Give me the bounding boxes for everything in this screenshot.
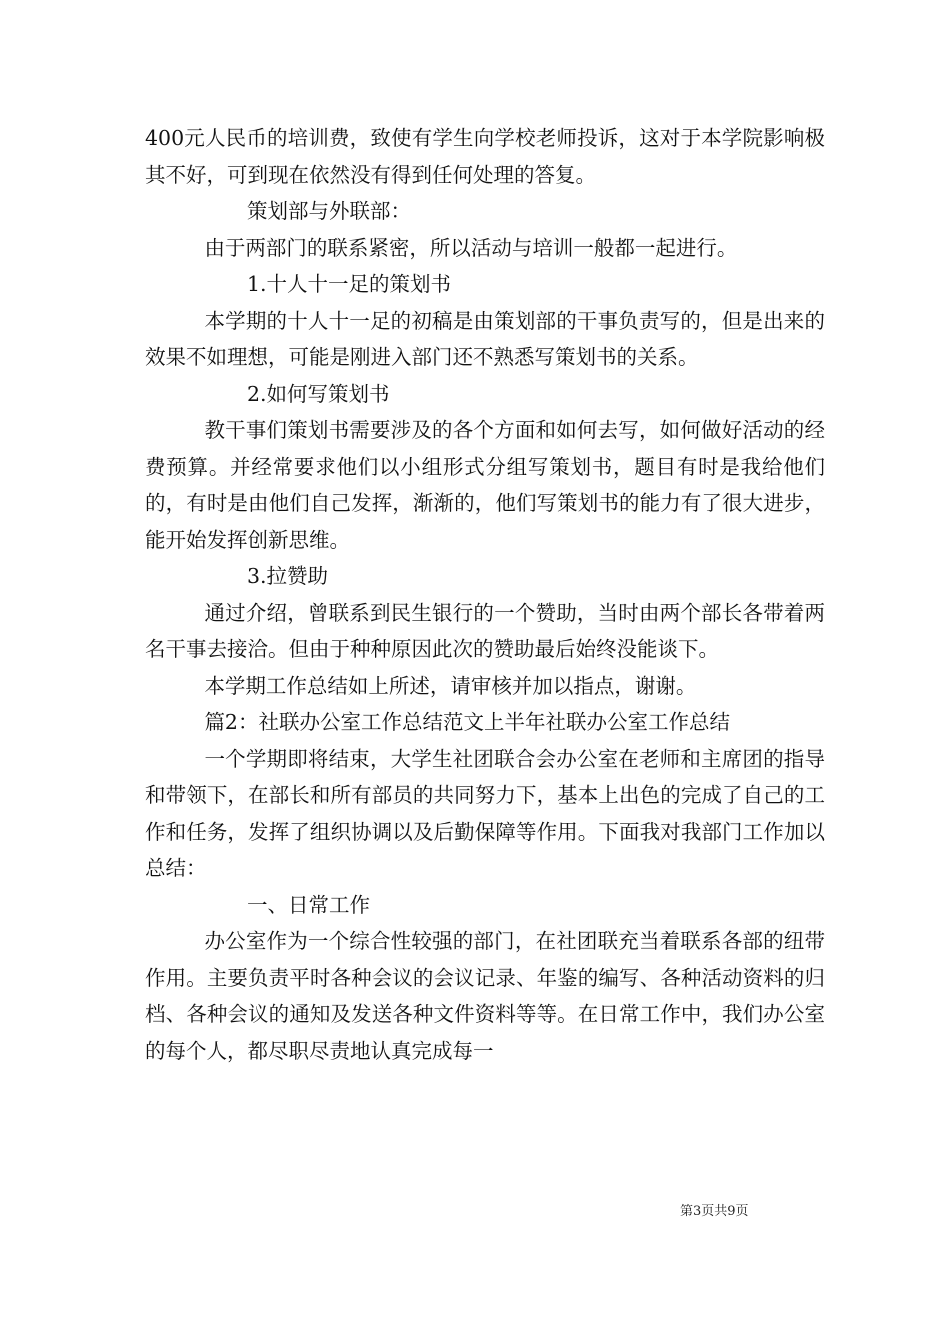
page-footer: 第3页共9页: [680, 1204, 749, 1219]
paragraph-5: 通过介绍，曾联系到民生银行的一个赞助，当时由两个部长各带着两名干事去接洽。但由于种种原因此次的赞助最后始终没能谈下。: [145, 600, 825, 661]
paragraph-6: 本学期工作总结如上所述，请审核并加以指点，谢谢。: [204, 673, 697, 698]
document-body: [145, 120, 825, 1069]
section-heading-daily-work: 一、日常工作: [247, 892, 370, 917]
paragraph-4: 教干事们策划书需要涉及的各个方面和如何去写，如何做好活动的经费预算。并经常要求他们以小组形式分组写策划书，题目有时是我给他们的，有时是由他们自己发挥，渐渐的，他们写策划书的能力有了很大进步，能开始发挥创新思维。: [145, 418, 825, 552]
paragraph-2: 由于两部门的联系紧密，所以活动与培训一般都一起进行。: [204, 235, 738, 260]
paragraph-8: 办公室作为一个综合性较强的部门，在社团联充当着联系各部的纽带作用。主要负责平时各种会议的会议记录、年鉴的编写、各种活动资料的归档、各种会议的通知及发送各种文件资料等等。在日常工作中，我们办公室的每个人，都尽职尽责地认真完成每一: [145, 929, 825, 1063]
paragraph-1: 400元人民币的培训费，致使有学生向学校老师投诉，这对于本学院影响极其不好，可到现在依然没有得到任何处理的答复。: [145, 126, 825, 187]
subheading-3: 3.拉赞助: [247, 564, 329, 588]
subheading-2: 2.如何写策划书: [247, 381, 390, 406]
section-heading-planning-outreach: 策划部与外联部：: [247, 199, 411, 223]
subheading-1: 1.十人十一足的策划书: [247, 272, 452, 296]
article-2-title: 篇2：社联办公室工作总结范文上半年社联办公室工作总结: [204, 710, 730, 734]
paragraph-7: 一个学期即将结束，大学生社团联合会办公室在老师和主席团的指导和带领下，在部长和所有部员的共同努力下，基本上出色的完成了自己的工作和任务，发挥了组织协调以及后勤保障等作用。下面我对我部门工作加以总结：: [145, 746, 825, 880]
paragraph-3: 本学期的十人十一足的初稿是由策划部的干事负责写的，但是出来的效果不如理想，可能是刚进入部门还不熟悉写策划书的关系。: [145, 308, 825, 369]
